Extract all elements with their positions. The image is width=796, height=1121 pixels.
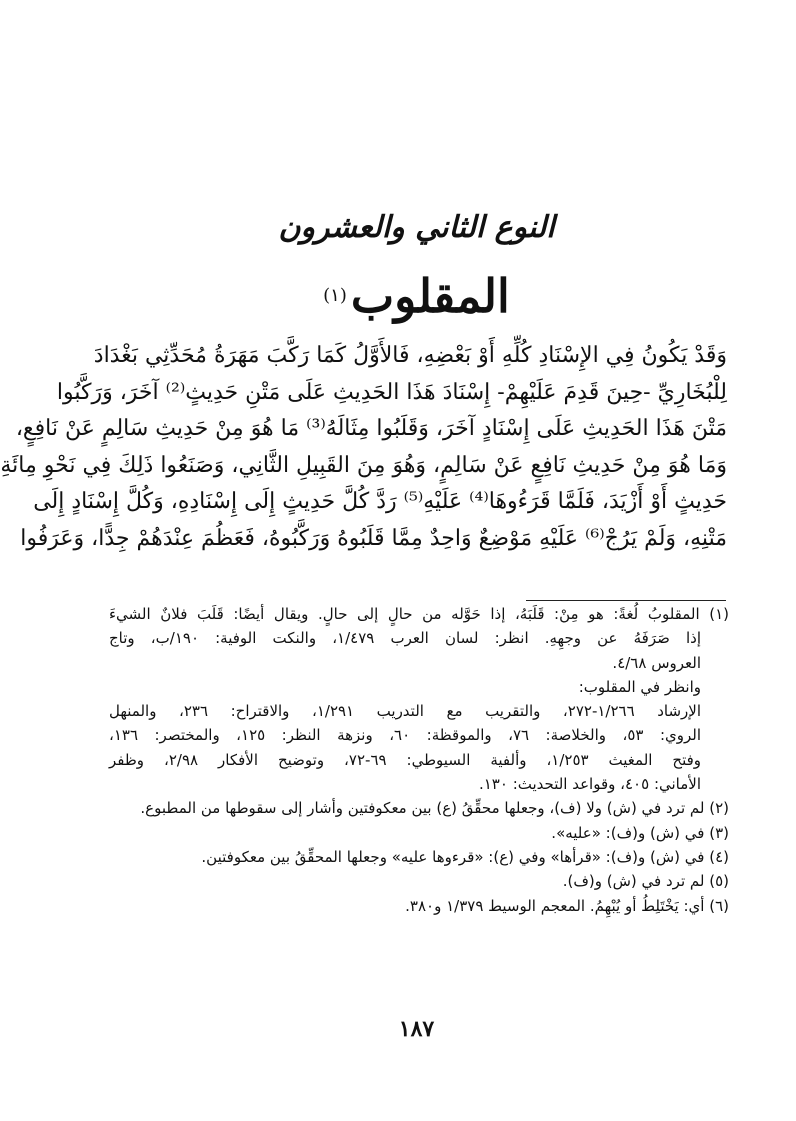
footnote-line: (٤) في (ش) و(ف): «قرأها» وفي (ع): «قرءوها عليه» وجعلها المحقِّقُ بين معكوفتين. (201, 847, 729, 866)
body-line: مَتْنِهِ، وَلَمْ يَرُجْ⁽⁶⁾ عَلَيْهِ مَوْضِعٌ وَاحِدٌ مِمَّا قَلَبُوهُ وَرَكَّبُوهُ، فَعَظُمَ عِنْدَهُمْ جِدًّا، وَعَرَفُوا (20, 525, 727, 551)
chapter-footnote-ref: (١) (323, 285, 347, 306)
footnote-line: (١) المقلوبُ لُغةً: هو مِنْ: قَلَبَهُ، إذا حَوَّله من حالٍ إلى حالٍ. ويقال أيضًا: قَلَبَ فلانٌ الشيءَ (109, 605, 729, 623)
chapter-title-text: المقلوب (350, 269, 510, 323)
footnote-line: (٣) في (ش) و(ف): «عليه». (551, 823, 729, 842)
footnote-divider (526, 600, 726, 601)
body-line: وَقَدْ يَكُونُ فِي الإِسْنَادِ كُلِّهِ أَوْ بَعْضِهِ، فَالأَوَّلُ كَمَا رَكَّبَ مَهَرَةُ مُحَدِّثِي بَغْدَادَ (93, 343, 727, 368)
body-line: حَدِيثٍ أَوْ أَزْيَدَ، فَلَمَّا قَرَءُوهَا⁽⁴⁾ عَلَيْهِ⁽⁵⁾ رَدَّ كُلَّ حَدِيثٍ إِلَى إِسْنَادِهِ، وَكُلَّ إِسْنَادٍ إِلَى (33, 489, 727, 515)
footnote-line: الإرشاد ١/٢٦٦-٢٧٢، والتقريب مع التدريب ١/٢٩١، والاقتراح: ٢٣٦، والمنهل (109, 702, 701, 721)
footnote-line: الروي: ٥٣، والخلاصة: ٧٦، والموقظة: ٦٠، ونزهة النظر: ١٢٥، والمختصر: ١٣٦، (109, 726, 702, 745)
footnote-line: (٥) لم ترد في (ش) و(ف). (562, 872, 729, 891)
footnote-line: العروس ٤/٦٨. (612, 653, 701, 672)
body-line: وَمَا هُوَ مِنْ حَدِيثِ نَافِعٍ عَنْ سَالِمٍ، وَهُوَ مِنَ القَبِيلِ الثَّانِي، وَصَنَعُوا ذَلِكَ فِي نَحْوِ مِائَةِ (0, 452, 727, 478)
body-text (0, 338, 727, 558)
footnote-line: الأماني: ٤٠٥، وقواعد التحديث: ١٣٠. (478, 775, 701, 794)
section-title: النوع الثاني والعشرون (278, 210, 555, 245)
footnote-line: (٢) لم ترد في (ش) ولا (ف)، وجعلها محقِّقُ (ع) بين معكوفتين وأشار إلى سقوطها من المطبوع. (140, 799, 729, 818)
footnote-line: وانظر في المقلوب: (578, 677, 701, 696)
body-line: مَتْنَ هَذَا الحَدِيثِ عَلَى إِسْنَادٍ آخَرَ، وَقَلَبُوا مِثَالَهُ⁽³⁾ مَا هُوَ مِنْ حَدِيثِ سَالِمٍ عَنْ نَافِعٍ، (15, 416, 727, 442)
body-line: لِلْبُخَارِيِّ -حِينَ قَدِمَ عَلَيْهِمْ- إِسْنَادَ هَذَا الحَدِيثِ عَلَى مَتْنِ حَدِيثٍ⁽²⁾ آخَرَ، وَرَكَّبُوا (56, 379, 727, 405)
footnotes (109, 602, 729, 918)
chapter-title (37, 266, 796, 326)
footnote-line: (٦) أي: يَخْتَلِطُ أو يُبْهِمُ. المعجم الوسيط ١/٣٧٩ و٣٨٠. (405, 896, 729, 915)
page-number: ١٨٧ (398, 1016, 435, 1042)
footnote-line: إذا صَرَفَهُ عن وجهِهِ. انظر: لسان العرب ١/٤٧٩، والنكت الوفية: ١٩٠/ب، وتاج (109, 629, 701, 648)
footnote-line: وفتح المغيث ١/٢٥٣، وألفية السيوطي: ٦٩-٧٢، وتوضيح الأفكار ٢/٩٨، وظفر (109, 750, 702, 769)
